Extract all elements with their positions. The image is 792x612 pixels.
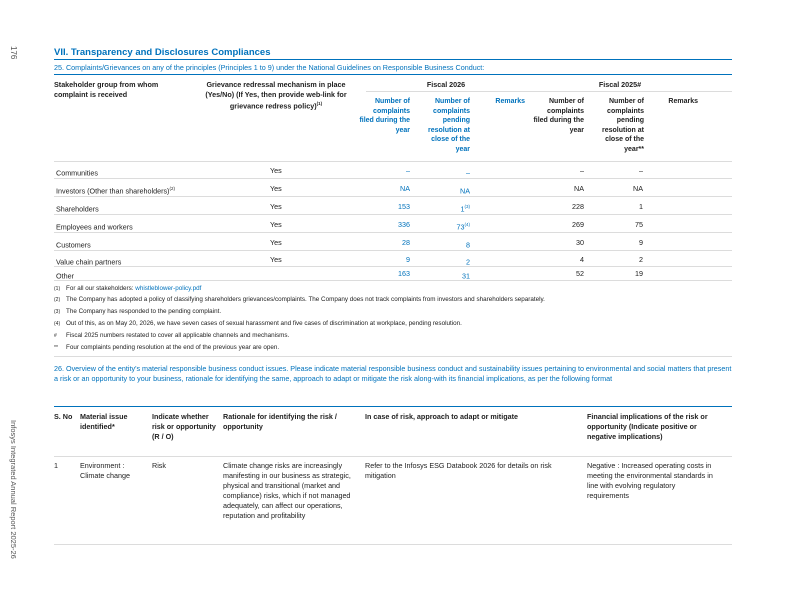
row-pending-current: – bbox=[466, 168, 470, 178]
row-group: Investors (Other than shareholders)$^{(2)}$ bbox=[56, 186, 175, 196]
row-divider bbox=[54, 214, 732, 215]
header-sno: S. No bbox=[54, 412, 73, 421]
row-pending-previous: 1 bbox=[639, 202, 643, 211]
row-group: Value chain partners bbox=[56, 257, 122, 267]
table1-top-rule bbox=[54, 74, 732, 75]
row-filed-current: 163 bbox=[398, 269, 410, 278]
table2-top-rule bbox=[54, 406, 732, 407]
row-pending-current: 2 bbox=[466, 257, 470, 267]
fiscal-header-rule bbox=[366, 91, 732, 92]
footnote: # Fiscal 2025 numbers restated to cover all applicable channels and mechanisms. bbox=[54, 332, 290, 339]
row-mechanism: Yes bbox=[270, 255, 282, 264]
footnote: (4) Out of this, as on May 20, 2026, we have seven cases of sexual harassment and five cases of discrimination at workplace, pending resolution. bbox=[54, 320, 462, 327]
table-row bbox=[0, 166, 792, 184]
row-filed-previous: 52 bbox=[576, 269, 584, 278]
row-pending-current: 1$^{(3)}$ bbox=[460, 204, 470, 214]
header-pending-previous: Number of complaints pending resolution at close of the year** bbox=[601, 98, 644, 153]
row-divider bbox=[54, 250, 732, 251]
table1-header-rule bbox=[54, 161, 732, 162]
row-filed-previous: 4 bbox=[580, 255, 584, 264]
header-issue: Material issue identified* bbox=[80, 412, 128, 431]
row-rationale: Climate change risks are increasingly manifesting in our business as strategic, physical and transitional (market and compliance) risks, which if not managed adequately, can affect our operations, reputation and profitability bbox=[223, 461, 351, 520]
row-group: Other bbox=[56, 271, 74, 281]
row-mechanism: Yes bbox=[270, 184, 282, 193]
header-approach: In case of risk, approach to adapt or mitigate bbox=[365, 412, 518, 421]
row-filed-current: NA bbox=[400, 184, 410, 193]
table-row bbox=[0, 202, 792, 220]
header-mechanism: Grievance redressal mechanism in place (Yes/No) (If Yes, then provide web-link for grievance redress policy)$^{(1)}$ bbox=[205, 80, 347, 111]
row-pending-previous: – bbox=[639, 166, 643, 175]
row-mechanism: Yes bbox=[270, 166, 282, 175]
row-divider bbox=[54, 266, 732, 267]
footnote: (2) The Company has adopted a policy of classifying shareholders grievances/complaints. The Company does not track complaints from investors and shareholders separately. bbox=[54, 296, 545, 303]
table-row bbox=[0, 220, 792, 238]
row-pending-previous: 75 bbox=[635, 220, 643, 229]
row-filed-current: 9 bbox=[406, 255, 410, 264]
row-divider bbox=[54, 196, 732, 197]
row-filed-previous: 228 bbox=[572, 202, 584, 211]
row-pending-current: 31 bbox=[462, 271, 470, 281]
row-pending-previous: 19 bbox=[635, 269, 643, 278]
whistleblower-policy-link[interactable]: whistleblower-policy.pdf bbox=[135, 285, 202, 292]
row-mechanism: Yes bbox=[270, 202, 282, 211]
header-fiscal-current: Fiscal 2026 bbox=[426, 80, 466, 89]
row-pending-previous: 2 bbox=[639, 255, 643, 264]
footnote: ** Four complaints pending resolution at the end of the previous year are open. bbox=[54, 344, 280, 351]
row-pending-current: 73$^{(4)}$ bbox=[456, 222, 470, 232]
header-stakeholder: Stakeholder group from whom complaint is received bbox=[54, 80, 159, 99]
table2-bottom-rule bbox=[54, 544, 732, 545]
table-row bbox=[0, 238, 792, 256]
header-rationale: Rationale for identifying the risk / opportunity bbox=[223, 412, 337, 431]
row-filed-previous: NA bbox=[574, 184, 584, 193]
header-financial: Financial implications of the risk or opportunity (Indicate positive or negative implications) bbox=[587, 412, 708, 441]
q25-title: 25. Complaints/Grievances on any of the principles (Principles 1 to 9) under the National Guidelines on Responsible Business Conduct: bbox=[54, 63, 485, 72]
row-mechanism: Yes bbox=[270, 238, 282, 247]
report-side-label: Infosys Integrated Annual Report 2025-26 bbox=[9, 420, 18, 559]
row-approach: Refer to the Infosys ESG Databook 2026 for details on risk mitigation bbox=[365, 461, 552, 480]
row-pending-current: NA bbox=[460, 186, 470, 196]
table2-header-rule bbox=[54, 456, 732, 457]
row-financial: Negative : Increased operating costs in meeting the environmental standards in line with evolving regulatory requirements bbox=[587, 461, 713, 500]
row-risk-opportunity: Risk bbox=[152, 461, 166, 470]
header-filed-current: Number of complaints filed during the year bbox=[359, 98, 410, 134]
table1-bottom-rule bbox=[54, 280, 732, 281]
row-filed-current: 336 bbox=[398, 220, 410, 229]
header-filed-previous: Number of complaints filed during the year bbox=[533, 98, 584, 134]
row-pending-current: 8 bbox=[466, 240, 470, 250]
row-divider bbox=[54, 232, 732, 233]
header-pending-current: Number of complaints pending resolution at close of the year bbox=[427, 98, 470, 153]
title-rule bbox=[54, 59, 732, 60]
row-pending-previous: NA bbox=[633, 184, 643, 193]
header-remarks-current: Remarks bbox=[495, 98, 525, 105]
row-issue: Environment : Climate change bbox=[80, 461, 130, 480]
row-filed-previous: 269 bbox=[572, 220, 584, 229]
row-sno: 1 bbox=[54, 461, 58, 470]
row-filed-current: – bbox=[406, 166, 410, 175]
row-filed-current: 153 bbox=[398, 202, 410, 211]
section-divider bbox=[54, 356, 732, 357]
page-number: 176 bbox=[9, 46, 18, 60]
q26-title: 26. Overview of the entity's material responsible business conduct issues. Please indicate material responsible business conduct and sustainability issues pertaining to environmental and social matters that present a risk or an opportunity to your business, rationale for identifying the same, approach to adapt or mitigate the risk along-with its financial implications, as per the following format bbox=[54, 364, 732, 383]
row-filed-current: 28 bbox=[402, 238, 410, 247]
row-group: Employees and workers bbox=[56, 222, 133, 232]
row-group: Customers bbox=[56, 240, 91, 250]
table-row bbox=[0, 184, 792, 202]
row-pending-previous: 9 bbox=[639, 238, 643, 247]
header-fiscal-previous: Fiscal 2025# bbox=[598, 80, 642, 89]
row-mechanism: Yes bbox=[270, 220, 282, 229]
row-group: Communities bbox=[56, 168, 98, 178]
row-divider bbox=[54, 178, 732, 179]
footnote: (1) For all our stakeholders: whistleblower-policy.pdf bbox=[54, 285, 202, 292]
row-group: Shareholders bbox=[56, 204, 99, 214]
header-remarks-previous: Remarks bbox=[668, 98, 698, 105]
section-title: VII. Transparency and Disclosures Compliances bbox=[54, 47, 271, 58]
header-risk-opportunity: Indicate whether risk or opportunity (R / O) bbox=[152, 412, 216, 441]
footnote: (3) The Company has responded to the pending complaint. bbox=[54, 308, 222, 315]
row-filed-previous: 30 bbox=[576, 238, 584, 247]
row-filed-previous: – bbox=[580, 166, 584, 175]
